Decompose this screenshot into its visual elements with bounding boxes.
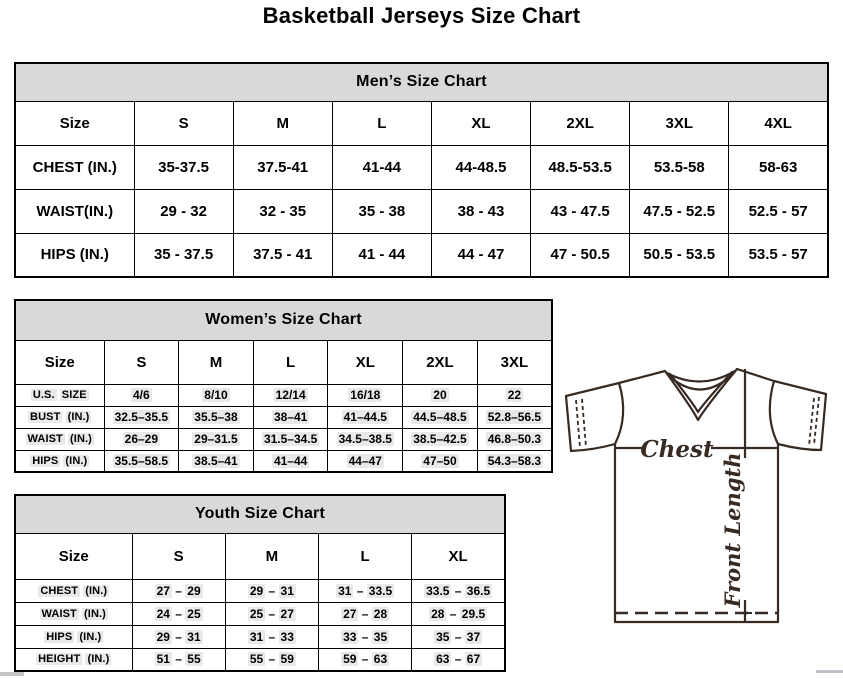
jersey-outline xyxy=(566,369,826,622)
size-value-cell: 58-63 xyxy=(729,145,828,189)
size-value-cell: 48.5-53.5 xyxy=(531,145,630,189)
size-value-cell: 27 – 29 xyxy=(132,579,225,602)
size-value-cell: 52.5 - 57 xyxy=(729,189,828,233)
size-value-cell: 34.5–38.5 xyxy=(328,428,403,450)
row-label: WAIST (IN.) xyxy=(15,602,132,625)
column-header: XL xyxy=(328,340,403,384)
row-label: WAIST(IN.) xyxy=(15,189,134,233)
table-row xyxy=(15,406,552,428)
row-label: U.S. SIZE xyxy=(15,384,104,406)
size-value-cell: 32.5–35.5 xyxy=(104,406,179,428)
size-value-cell: 53.5-58 xyxy=(630,145,729,189)
size-value-cell: 41–44 xyxy=(253,450,328,472)
column-header: S xyxy=(134,101,233,145)
scrollbar-fragment-right[interactable] xyxy=(816,670,843,673)
row-label: CHEST (IN.) xyxy=(15,579,132,602)
size-value-cell: 53.5 - 57 xyxy=(729,233,828,277)
column-header: M xyxy=(233,101,332,145)
table-row xyxy=(15,428,552,450)
row-label: CHEST (IN.) xyxy=(15,145,134,189)
row-label: BUST (IN.) xyxy=(15,406,104,428)
scrollbar-fragment-left[interactable] xyxy=(0,672,24,676)
table-row xyxy=(15,189,828,233)
table-row xyxy=(15,233,828,277)
size-value-cell: 29 – 31 xyxy=(225,579,318,602)
size-value-cell: 32 - 35 xyxy=(233,189,332,233)
size-value-cell: 38.5–41 xyxy=(179,450,254,472)
column-header: 4XL xyxy=(729,101,828,145)
column-header: 2XL xyxy=(531,101,630,145)
column-header: M xyxy=(225,533,318,579)
size-value-cell: 31 – 33 xyxy=(225,625,318,648)
size-value-cell: 26–29 xyxy=(104,428,179,450)
youth-size-table xyxy=(14,494,506,672)
row-label: HEIGHT (IN.) xyxy=(15,648,132,671)
size-column-label: Size xyxy=(15,533,132,579)
size-value-cell: 35 - 37.5 xyxy=(134,233,233,277)
size-value-cell: 22 xyxy=(477,384,552,406)
size-value-cell: 47.5 - 52.5 xyxy=(630,189,729,233)
column-header: XL xyxy=(431,101,530,145)
size-value-cell: 55 – 59 xyxy=(225,648,318,671)
table-row xyxy=(15,648,505,671)
size-value-cell: 47–50 xyxy=(403,450,478,472)
size-value-cell: 12/14 xyxy=(253,384,328,406)
size-value-cell: 35-37.5 xyxy=(134,145,233,189)
size-value-cell: 8/10 xyxy=(179,384,254,406)
row-label: HIPS (IN.) xyxy=(15,233,134,277)
size-value-cell: 24 – 25 xyxy=(132,602,225,625)
table-row xyxy=(15,579,505,602)
size-value-cell: 37.5-41 xyxy=(233,145,332,189)
size-value-cell: 31 – 33.5 xyxy=(319,579,412,602)
jersey-diagram xyxy=(556,358,840,630)
size-value-cell: 38–41 xyxy=(253,406,328,428)
size-value-cell: 52.8–56.5 xyxy=(477,406,552,428)
womens-size-table xyxy=(14,299,553,473)
size-value-cell: 35.5–38 xyxy=(179,406,254,428)
column-header: S xyxy=(104,340,179,384)
row-label: WAIST (IN.) xyxy=(15,428,104,450)
row-label: HIPS (IN.) xyxy=(15,450,104,472)
column-header: M xyxy=(179,340,254,384)
size-column-label: Size xyxy=(15,340,104,384)
size-value-cell: 28 – 29.5 xyxy=(412,602,505,625)
size-value-cell: 41-44 xyxy=(332,145,431,189)
table-caption: Men’s Size Chart xyxy=(15,63,828,101)
size-value-cell: 37.5 - 41 xyxy=(233,233,332,277)
size-value-cell: 50.5 - 53.5 xyxy=(630,233,729,277)
size-value-cell: 43 - 47.5 xyxy=(531,189,630,233)
size-value-cell: 41 - 44 xyxy=(332,233,431,277)
size-value-cell: 35.5–58.5 xyxy=(104,450,179,472)
size-value-cell: 31.5–34.5 xyxy=(253,428,328,450)
table-row xyxy=(15,384,552,406)
size-value-cell: 44 - 47 xyxy=(431,233,530,277)
column-header: 3XL xyxy=(477,340,552,384)
size-value-cell: 25 – 27 xyxy=(225,602,318,625)
page-title: Basketball Jerseys Size Chart xyxy=(262,3,581,28)
size-value-cell: 27 – 28 xyxy=(319,602,412,625)
size-value-cell: 29 – 31 xyxy=(132,625,225,648)
size-value-cell: 35 - 38 xyxy=(332,189,431,233)
table-caption: Women’s Size Chart xyxy=(15,300,552,340)
size-value-cell: 51 – 55 xyxy=(132,648,225,671)
table-row xyxy=(15,602,505,625)
size-value-cell: 29 - 32 xyxy=(134,189,233,233)
size-value-cell: 38.5–42.5 xyxy=(403,428,478,450)
size-value-cell: 33.5 – 36.5 xyxy=(412,579,505,602)
table-row xyxy=(15,450,552,472)
size-value-cell: 16/18 xyxy=(328,384,403,406)
column-header: L xyxy=(332,101,431,145)
size-value-cell: 46.8–50.3 xyxy=(477,428,552,450)
column-header: L xyxy=(319,533,412,579)
table-caption: Youth Size Chart xyxy=(15,495,505,533)
column-header: XL xyxy=(412,533,505,579)
size-value-cell: 29–31.5 xyxy=(179,428,254,450)
mens-size-table xyxy=(14,62,829,278)
size-value-cell: 54.3–58.3 xyxy=(477,450,552,472)
chest-label: Chest xyxy=(640,436,714,463)
table-row xyxy=(15,625,505,648)
front-length-label: Front Length xyxy=(720,452,745,608)
column-header: S xyxy=(132,533,225,579)
size-column-label: Size xyxy=(15,101,134,145)
size-value-cell: 44–47 xyxy=(328,450,403,472)
size-value-cell: 59 – 63 xyxy=(319,648,412,671)
size-value-cell: 63 – 67 xyxy=(412,648,505,671)
column-header: L xyxy=(253,340,328,384)
size-value-cell: 4/6 xyxy=(104,384,179,406)
column-header: 2XL xyxy=(403,340,478,384)
table-row xyxy=(15,145,828,189)
size-value-cell: 47 - 50.5 xyxy=(531,233,630,277)
column-header: 3XL xyxy=(630,101,729,145)
size-value-cell: 38 - 43 xyxy=(431,189,530,233)
size-value-cell: 35 – 37 xyxy=(412,625,505,648)
row-label: HIPS (IN.) xyxy=(15,625,132,648)
size-value-cell: 20 xyxy=(403,384,478,406)
size-value-cell: 44.5–48.5 xyxy=(403,406,478,428)
size-value-cell: 41–44.5 xyxy=(328,406,403,428)
size-value-cell: 33 – 35 xyxy=(319,625,412,648)
size-value-cell: 44-48.5 xyxy=(431,145,530,189)
